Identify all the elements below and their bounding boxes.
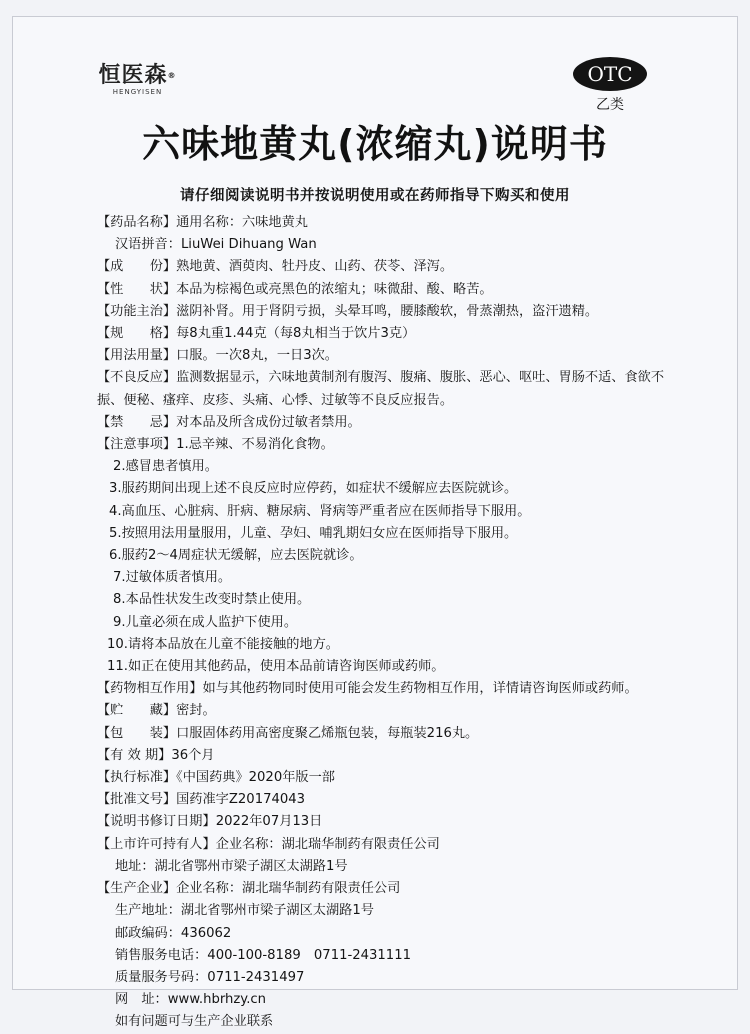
character-row: 【性 状】本品为棕褐色或亮黑色的浓缩丸；味微甜、酸、略苦。 <box>97 281 493 297</box>
package-row: 【包 装】口服固体药用高密度聚乙烯瓶包装，每瓶装216丸。 <box>97 725 479 741</box>
precaution-item: 4.高血压、心脏病、肝病、糖尿病、肾病等严重者应在医师指导下服用。 <box>109 503 531 519</box>
manufacturer-row: 【生产企业】企业名称：湖北瑞华制药有限责任公司 <box>97 881 401 897</box>
brand-logo <box>95 64 180 96</box>
precaution-item: 2.感冒患者慎用。 <box>113 459 218 475</box>
logo-subtext: HENGYISEN <box>112 88 163 96</box>
drug-name-row: 【药品名称】通用名称：六味地黄丸 <box>97 215 308 230</box>
contraindications-row: 【禁 忌】对本品及所含成份过敏者禁用。 <box>97 414 361 430</box>
otc-badge: OTC <box>573 57 647 91</box>
drug-interactions-row: 【药物相互作用】如与其他药物同时使用可能会发生药物相互作用，详情请咨询医师或药师。 <box>97 681 638 697</box>
holder-address-row: 地址：湖北省鄂州市梁子湖区太湖路1号 <box>115 858 348 874</box>
validity-row: 【有 效 期】36个月 <box>97 747 215 763</box>
precaution-item: 10.请将本品放在儿童不能接触的地方。 <box>107 636 339 652</box>
holder-row: 【上市许可持有人】企业名称：湖北瑞华制药有限责任公司 <box>97 836 440 852</box>
storage-row: 【贮 藏】密封。 <box>97 703 216 719</box>
website-row: 网 址：www.hbrhzy.cn <box>115 992 267 1008</box>
usage-notice: 请仔细阅读说明书并按说明使用或在药师指导下购买和使用 <box>180 188 570 204</box>
pinyin-row: 汉语拼音：LiuWei Dihuang Wan <box>115 237 317 253</box>
precaution-item: 3.服药期间出现上述不良反应时应停药，如症状不缓解应去医院就诊。 <box>109 481 518 497</box>
leaflet-content <box>97 212 665 1034</box>
indications-row: 【功能主治】滋阴补肾。用于肾阴亏损，头晕耳鸣，腰膝酸软，骨蒸潮热，盗汗遗精。 <box>97 303 599 319</box>
specification-row: 【规 格】每8丸重1.44克（每8丸相当于饮片3克） <box>97 326 416 342</box>
quality-phone-row: 质量服务号码：0711-2431497 <box>115 969 305 985</box>
dosage-row: 【用法用量】口服。一次8丸，一日3次。 <box>97 348 338 364</box>
precaution-item: 9.儿童必须在成人监护下使用。 <box>113 614 298 630</box>
precaution-item: 8.本品性状发生改变时禁止使用。 <box>113 592 311 608</box>
approval-number-row: 【批准文号】国药准字Z20174043 <box>97 792 306 808</box>
precaution-item: 6.服药2～4周症状无缓解，应去医院就诊。 <box>109 548 363 564</box>
precaution-item: 11.如正在使用其他药品，使用本品前请咨询医师或药师。 <box>107 659 445 675</box>
precaution-item: 7.过敏体质者慎用。 <box>113 570 232 586</box>
ingredients-row: 【成 份】熟地黄、酒萸肉、牡丹皮、山药、茯苓、泽泻。 <box>97 259 454 275</box>
otc-class-label: 乙类 <box>596 97 624 113</box>
document-title: 六味地黄丸(浓缩丸)说明书 <box>142 122 608 166</box>
adverse-reactions-row: 【不良反应】监测数据显示，六味地黄制剂有腹泻、腹痛、腹胀、恶心、呕吐、胃肠不适、食欲不振、便秘、瘙痒、皮疹、头痛、心悸、过敏等不良反应报告。 <box>97 370 665 408</box>
precaution-item: 5.按照用法用量服用，儿童、孕妇、哺乳期妇女应在医师指导下服用。 <box>109 525 518 541</box>
standard-row: 【执行标准】《中国药典》2020年版一部 <box>97 770 335 786</box>
logo-text: 恒医森® <box>98 63 177 88</box>
precautions-row: 【注意事项】1.忌辛辣、不易消化食物。 <box>97 437 334 453</box>
manufacturer-address-row: 生产地址：湖北省鄂州市梁子湖区太湖路1号 <box>115 903 374 919</box>
postcode-row: 邮政编码：436062 <box>115 925 232 941</box>
revision-date-row: 【说明书修订日期】2022年07月13日 <box>97 814 323 830</box>
sales-phone-row: 销售服务电话：400-100-8189 0711-2431111 <box>115 947 411 963</box>
footer-note: 如有问题可与生产企业联系 <box>115 1014 274 1030</box>
